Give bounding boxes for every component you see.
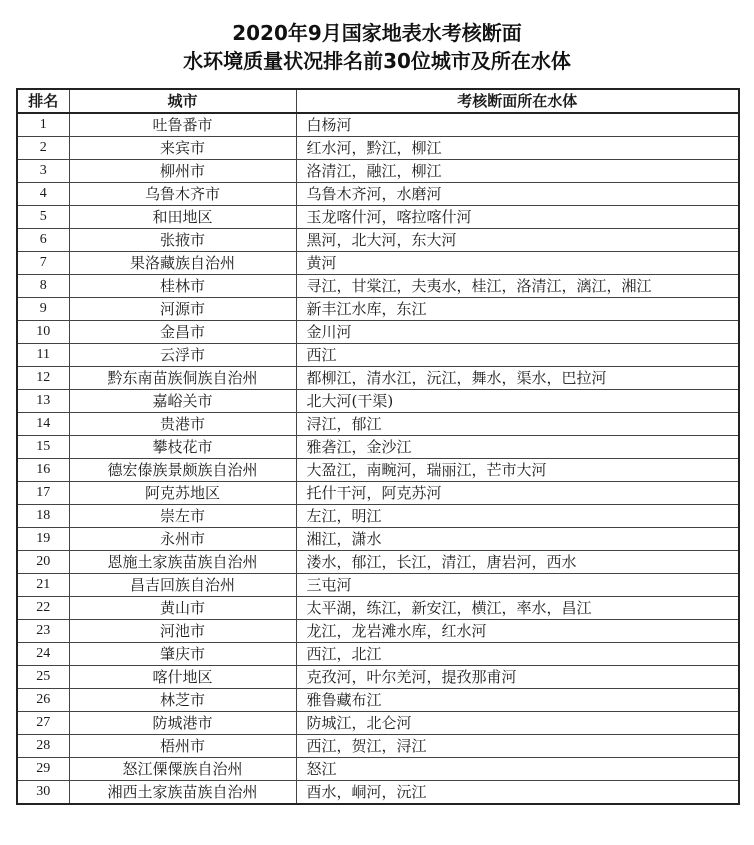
water-body-cell: 太平湖，练江，新安江，横江，率水，昌江: [296, 597, 739, 620]
water-body-cell: 湘江，潇水: [296, 528, 739, 551]
table-row: [17, 390, 739, 413]
city-cell: 防城港市: [69, 712, 296, 735]
water-body-cell: 红水河，黔江，柳江: [296, 137, 739, 160]
water-body-cell: 大盈江，南畹河，瑞丽江，芒市大河: [296, 459, 739, 482]
rank-cell: 2: [17, 137, 69, 160]
city-cell: 吐鲁番市: [69, 113, 296, 137]
ranking-table: [16, 88, 740, 805]
city-cell: 河源市: [69, 298, 296, 321]
rank-cell: 22: [17, 597, 69, 620]
water-body-cell: 新丰江水库，东江: [296, 298, 739, 321]
table-row: [17, 712, 739, 735]
water-body-cell: 龙江，龙岩滩水库，红水河: [296, 620, 739, 643]
city-cell: 阿克苏地区: [69, 482, 296, 505]
rank-cell: 8: [17, 275, 69, 298]
water-body-cell: 托什干河，阿克苏河: [296, 482, 739, 505]
rank-cell: 16: [17, 459, 69, 482]
city-cell: 喀什地区: [69, 666, 296, 689]
table-row: [17, 666, 739, 689]
water-body-cell: 乌鲁木齐河，水磨河: [296, 183, 739, 206]
table-row: [17, 781, 739, 805]
rank-cell: 3: [17, 160, 69, 183]
water-body-cell: 克孜河，叶尔羌河，提孜那甫河: [296, 666, 739, 689]
rank-cell: 25: [17, 666, 69, 689]
table-row: [17, 505, 739, 528]
header-city: 城市: [69, 89, 296, 113]
water-body-cell: 寻江，甘棠江，夫夷水，桂江，洛清江，漓江，湘江: [296, 275, 739, 298]
water-body-cell: 西江，北江: [296, 643, 739, 666]
table-header-row: [17, 89, 739, 113]
city-cell: 和田地区: [69, 206, 296, 229]
rank-cell: 26: [17, 689, 69, 712]
city-cell: 永州市: [69, 528, 296, 551]
table-row: [17, 298, 739, 321]
table-row: [17, 344, 739, 367]
city-cell: 柳州市: [69, 160, 296, 183]
table-row: [17, 229, 739, 252]
rank-cell: 28: [17, 735, 69, 758]
water-body-cell: 黑河，北大河，东大河: [296, 229, 739, 252]
city-cell: 乌鲁木齐市: [69, 183, 296, 206]
rank-cell: 14: [17, 413, 69, 436]
header-water-body: 考核断面所在水体: [296, 89, 739, 113]
table-row: [17, 528, 739, 551]
table-row: [17, 597, 739, 620]
city-cell: 攀枝花市: [69, 436, 296, 459]
table-row: [17, 551, 739, 574]
table-row: [17, 689, 739, 712]
water-body-cell: 洛清江，融江，柳江: [296, 160, 739, 183]
table-row: [17, 252, 739, 275]
water-body-cell: 溇水，郁江，长江，清江，唐岩河，西水: [296, 551, 739, 574]
table-row: [17, 482, 739, 505]
city-cell: 河池市: [69, 620, 296, 643]
table-row: [17, 735, 739, 758]
water-body-cell: 怒江: [296, 758, 739, 781]
water-body-cell: 都柳江，清水江，沅江，舞水，渠水，巴拉河: [296, 367, 739, 390]
rank-cell: 29: [17, 758, 69, 781]
water-body-cell: 雅鲁藏布江: [296, 689, 739, 712]
table-row: [17, 413, 739, 436]
water-body-cell: 玉龙喀什河，喀拉喀什河: [296, 206, 739, 229]
rank-cell: 18: [17, 505, 69, 528]
city-cell: 来宾市: [69, 137, 296, 160]
rank-cell: 21: [17, 574, 69, 597]
water-body-cell: 西江，贺江，浔江: [296, 735, 739, 758]
water-body-cell: 浔江，郁江: [296, 413, 739, 436]
rank-cell: 24: [17, 643, 69, 666]
city-cell: 德宏傣族景颇族自治州: [69, 459, 296, 482]
rank-cell: 27: [17, 712, 69, 735]
city-cell: 梧州市: [69, 735, 296, 758]
table-row: [17, 206, 739, 229]
rank-cell: 1: [17, 113, 69, 137]
water-body-cell: 金川河: [296, 321, 739, 344]
rank-cell: 19: [17, 528, 69, 551]
rank-cell: 4: [17, 183, 69, 206]
city-cell: 嘉峪关市: [69, 390, 296, 413]
title-line-2: 水环境质量状况排名前30位城市及所在水体: [183, 49, 571, 73]
rank-cell: 20: [17, 551, 69, 574]
rank-cell: 7: [17, 252, 69, 275]
rank-cell: 5: [17, 206, 69, 229]
city-cell: 崇左市: [69, 505, 296, 528]
city-cell: 恩施土家族苗族自治州: [69, 551, 296, 574]
city-cell: 黔东南苗族侗族自治州: [69, 367, 296, 390]
table-row: [17, 321, 739, 344]
table-row: [17, 459, 739, 482]
city-cell: 桂林市: [69, 275, 296, 298]
water-body-cell: 三屯河: [296, 574, 739, 597]
city-cell: 林芝市: [69, 689, 296, 712]
rank-cell: 6: [17, 229, 69, 252]
city-cell: 怒江傈僳族自治州: [69, 758, 296, 781]
rank-cell: 15: [17, 436, 69, 459]
water-body-cell: 酉水，峒河，沅江: [296, 781, 739, 805]
title-line-1: 2020年9月国家地表水考核断面: [232, 21, 522, 45]
rank-cell: 13: [17, 390, 69, 413]
city-cell: 云浮市: [69, 344, 296, 367]
table-row: [17, 620, 739, 643]
rank-cell: 23: [17, 620, 69, 643]
city-cell: 昌吉回族自治州: [69, 574, 296, 597]
table-row: [17, 275, 739, 298]
table-row: [17, 183, 739, 206]
city-cell: 张掖市: [69, 229, 296, 252]
table-row: [17, 137, 739, 160]
city-cell: 果洛藏族自治州: [69, 252, 296, 275]
rank-cell: 12: [17, 367, 69, 390]
rank-cell: 17: [17, 482, 69, 505]
table-row: [17, 113, 739, 137]
water-body-cell: 白杨河: [296, 113, 739, 137]
city-cell: 金昌市: [69, 321, 296, 344]
city-cell: 黄山市: [69, 597, 296, 620]
city-cell: 贵港市: [69, 413, 296, 436]
water-body-cell: 西江: [296, 344, 739, 367]
rank-cell: 10: [17, 321, 69, 344]
table-row: [17, 367, 739, 390]
rank-cell: 30: [17, 781, 69, 805]
table-row: [17, 643, 739, 666]
header-rank: 排名: [17, 89, 69, 113]
water-body-cell: 雅砻江，金沙江: [296, 436, 739, 459]
table-row: [17, 758, 739, 781]
table-body: [17, 113, 739, 804]
city-cell: 湘西土家族苗族自治州: [69, 781, 296, 805]
water-body-cell: 黄河: [296, 252, 739, 275]
water-body-cell: 北大河(干渠): [296, 390, 739, 413]
rank-cell: 9: [17, 298, 69, 321]
rank-cell: 11: [17, 344, 69, 367]
table-row: [17, 436, 739, 459]
water-body-cell: 左江，明江: [296, 505, 739, 528]
table-row: [17, 574, 739, 597]
city-cell: 肇庆市: [69, 643, 296, 666]
water-body-cell: 防城江，北仑河: [296, 712, 739, 735]
table-row: [17, 160, 739, 183]
